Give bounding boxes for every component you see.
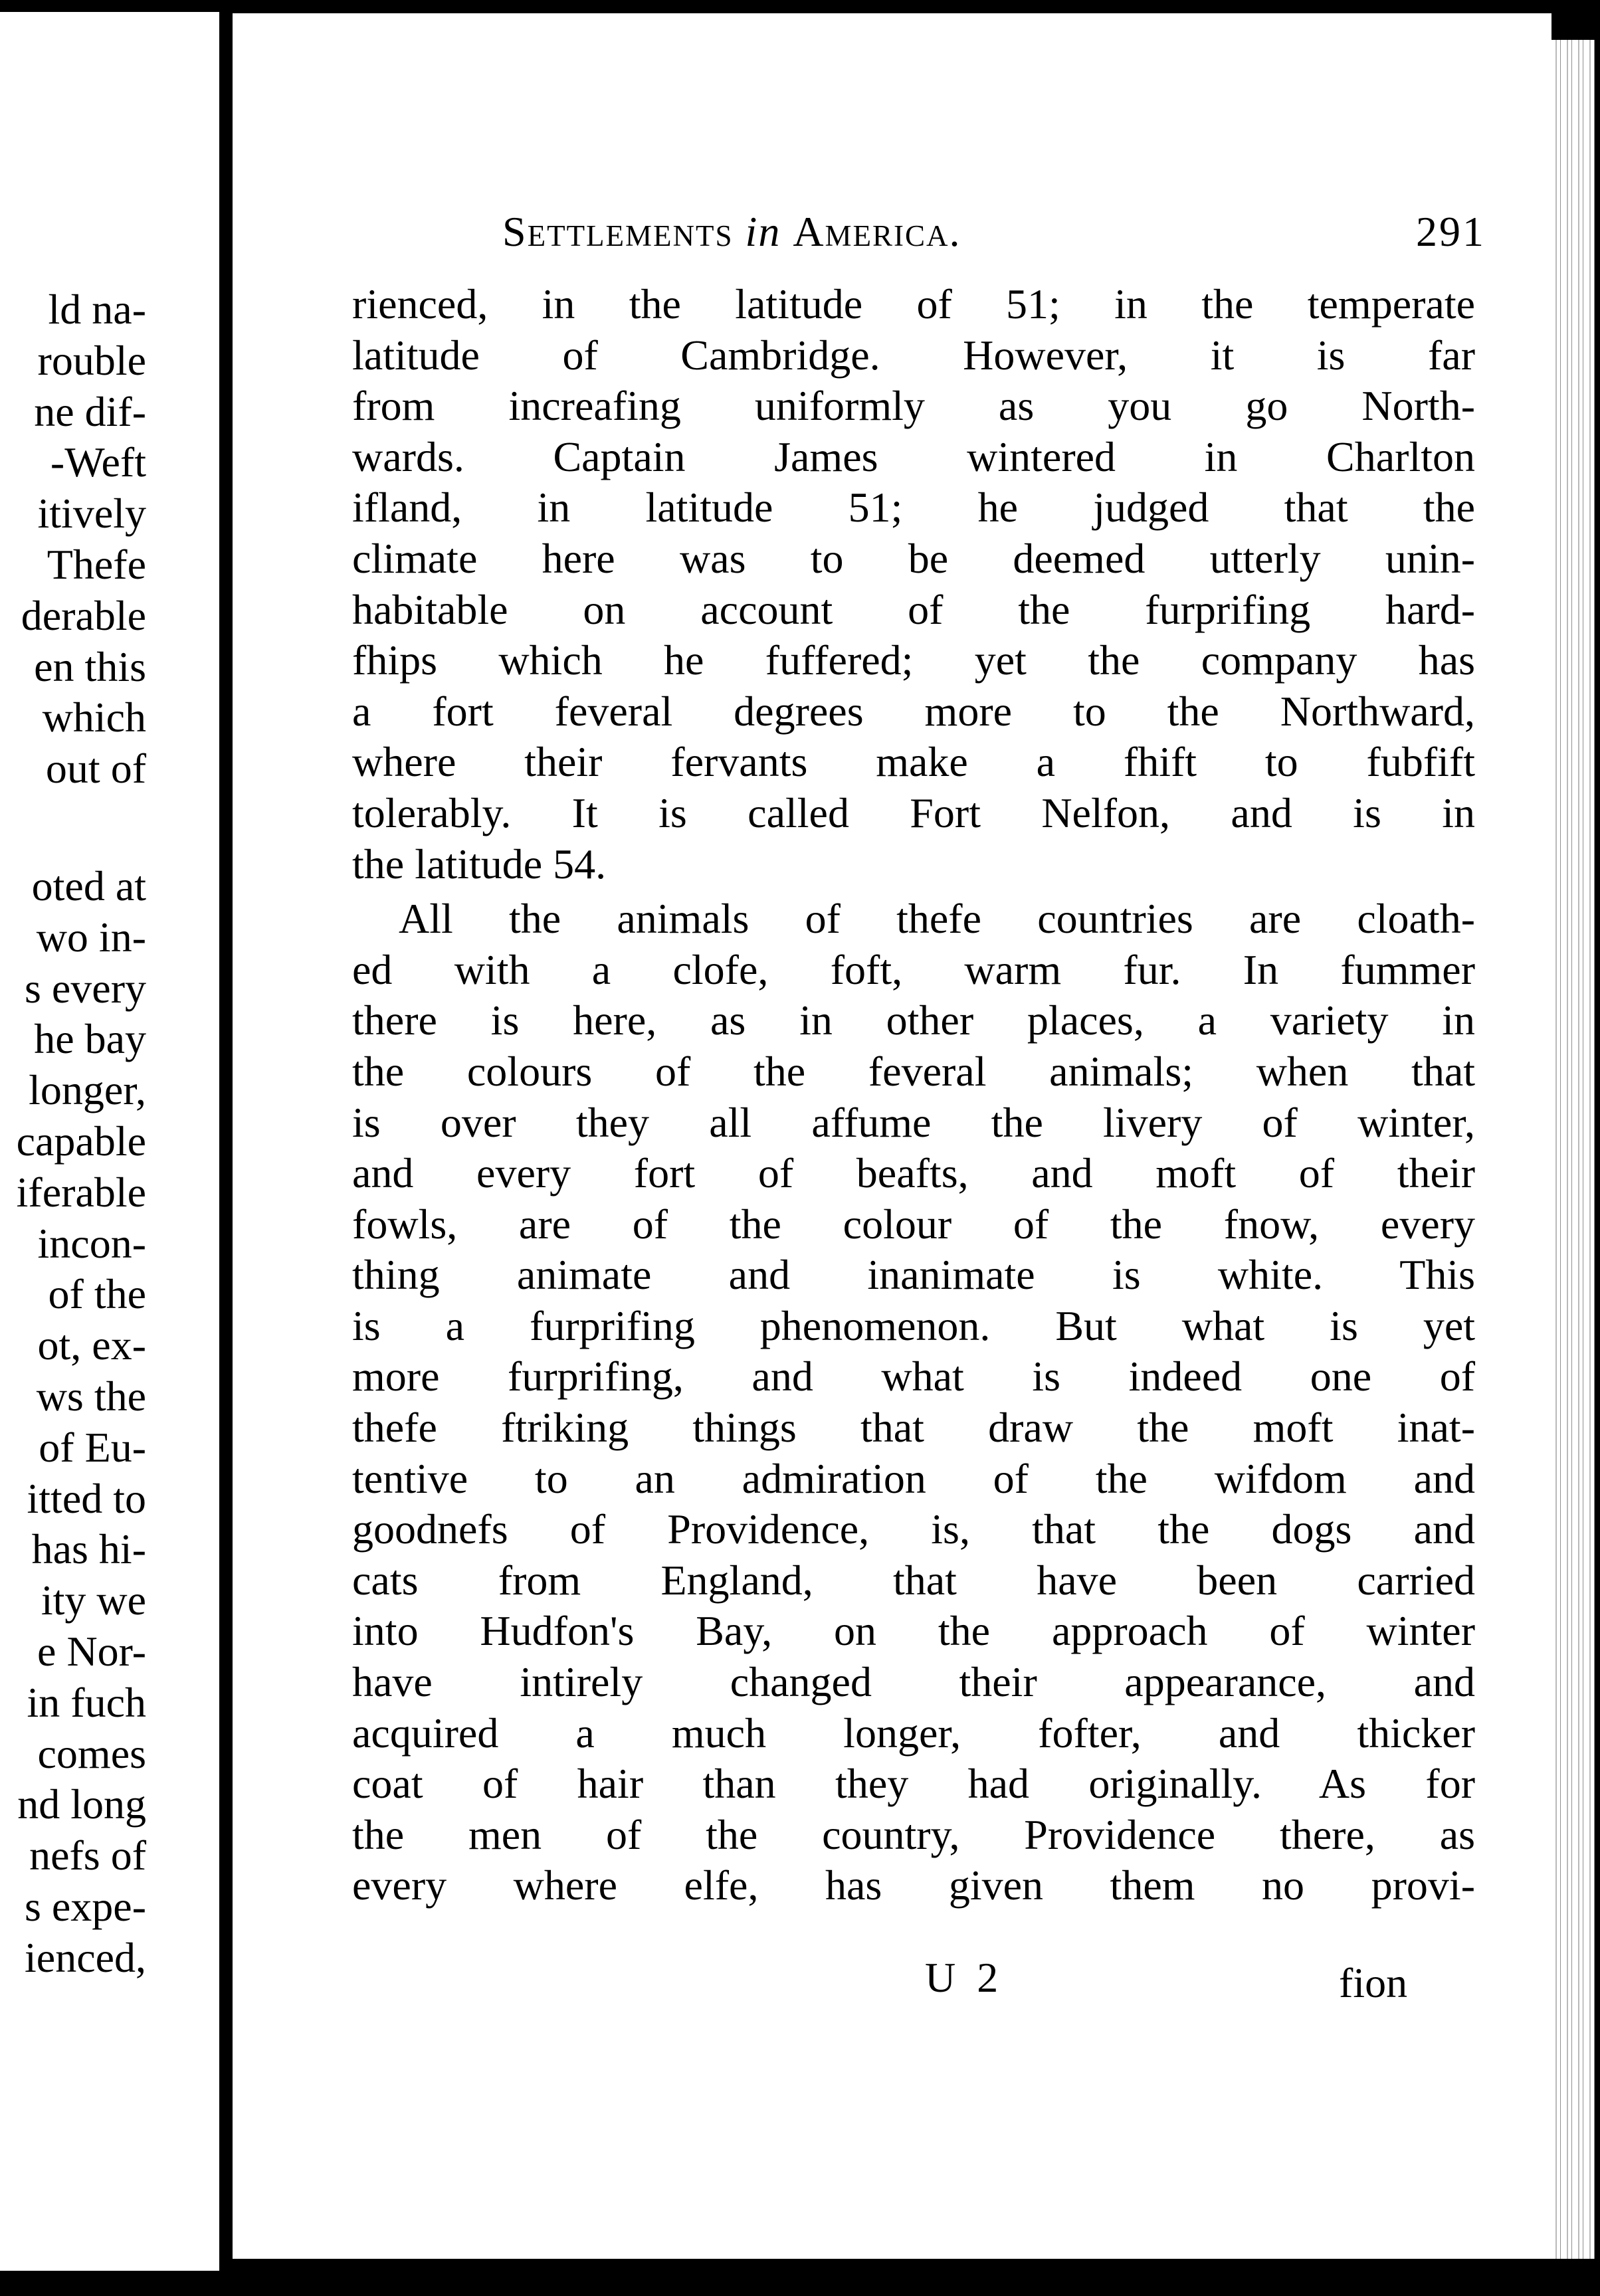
facing-line: longer, <box>29 1066 146 1114</box>
facing-line: wo in- <box>36 913 146 961</box>
facing-line: ienced, <box>25 1933 146 1981</box>
text-line: there is here, as in other places, a variety in <box>352 997 1475 1044</box>
facing-page-text <box>17 284 146 1984</box>
facing-line: iferable <box>16 1168 146 1216</box>
text-line: into Hudfon's Bay, on the approach of winter <box>352 1607 1475 1655</box>
book-gutter <box>219 0 233 2296</box>
text-line: is a furprifing phenomenon. But what is yet <box>352 1301 1475 1349</box>
facing-line: itted to <box>27 1474 146 1522</box>
facing-line: out of <box>45 745 146 793</box>
text-line: All the animals of thefe countries are cloath- <box>399 895 1475 943</box>
text-line: a fort feveral degrees more to the Northward, <box>352 687 1475 735</box>
facing-line: ity we <box>41 1577 146 1624</box>
text-line: habitable on account of the furprifing hard- <box>352 585 1475 633</box>
text-line: rienced, in the latitude of 51; in the temperate <box>352 280 1475 328</box>
main-page <box>233 13 1551 2259</box>
text-line: acquired a much longer, fofter, and thicker <box>352 1709 1475 1757</box>
facing-line: of the <box>48 1270 146 1318</box>
body-text <box>352 279 1475 1911</box>
facing-line: e Nor- <box>37 1627 146 1675</box>
running-head-title: Settlements <box>502 208 734 255</box>
facing-line: s every <box>24 964 146 1012</box>
text-line: the latitude 54. <box>352 840 607 888</box>
text-line: fowls, are of the colour of the fnow, every <box>352 1200 1475 1248</box>
text-line: fhips which he fuffered; yet the company has <box>352 636 1475 684</box>
text-line: have intirely changed their appearance, and <box>352 1658 1475 1706</box>
facing-line: nd long <box>17 1780 146 1828</box>
facing-line: of Eu- <box>39 1423 146 1471</box>
text-line: is over they all affume the livery of winter, <box>352 1098 1475 1146</box>
text-line: every where elfe, has given them no provi- <box>352 1862 1475 1909</box>
facing-line: derable <box>21 591 146 639</box>
running-head <box>502 207 1499 256</box>
running-head-title-italic: in <box>745 208 781 255</box>
facing-line: oted at <box>31 862 146 909</box>
facing-line: comes <box>37 1729 146 1777</box>
text-line: latitude of Cambridge. However, it is far <box>352 331 1475 379</box>
paragraph-gap <box>17 795 146 861</box>
text-line: the colours of the feveral animals; when that <box>352 1047 1475 1095</box>
facing-line: -Weft <box>50 438 146 486</box>
facing-line: ws the <box>36 1372 146 1420</box>
catchword: fion <box>1339 1959 1408 2006</box>
page-number: 291 <box>1416 208 1486 255</box>
text-line: thing animate and inanimate is white. This <box>352 1251 1475 1299</box>
facing-line: Thefe <box>47 540 146 588</box>
facing-line: incon- <box>37 1219 146 1267</box>
facing-line: ld na- <box>48 286 146 333</box>
facing-line: capable <box>16 1117 146 1165</box>
text-line: climate here was to be deemed utterly unin- <box>352 534 1475 582</box>
facing-line: has hi- <box>31 1525 146 1573</box>
text-line: from increafing uniformly as you go North- <box>352 382 1475 430</box>
text-line: the men of the country, Providence there, as <box>352 1810 1475 1858</box>
text-line: tentive to an admiration of the wifdom and <box>352 1454 1475 1502</box>
text-line: more furprifing, and what is indeed one of <box>352 1353 1475 1400</box>
facing-line: ot, ex- <box>37 1321 146 1369</box>
text-line: thefe ftriking things that draw the moft inat- <box>352 1404 1475 1452</box>
facing-line: in fuch <box>27 1678 146 1726</box>
facing-line: nefs of <box>29 1832 146 1879</box>
text-line: wards. Captain James wintered in Charlton <box>352 432 1475 480</box>
signature-mark: U 2 <box>925 1954 1004 2001</box>
text-line: goodnefs of Providence, is, that the dogs and <box>352 1505 1475 1553</box>
text-line: tolerably. It is called Fort Nelfon, and is in <box>352 789 1475 836</box>
facing-page-left <box>0 12 219 2271</box>
facing-line: ne dif- <box>34 387 146 435</box>
text-line: cats from England, that have been carried <box>352 1556 1475 1604</box>
text-line: where their fervants make a fhift to fubfift <box>352 738 1475 786</box>
facing-line: which <box>42 694 146 741</box>
text-line: and every fort of beafts, and moft of their <box>352 1149 1475 1197</box>
facing-line: s expe- <box>24 1882 146 1930</box>
running-head-title: America. <box>793 208 961 255</box>
text-line: ed with a clofe, foft, warm fur. In fummer <box>352 945 1475 993</box>
text-line: ifland, in latitude 51; he judged that the <box>352 484 1475 531</box>
facing-line: rouble <box>37 336 146 384</box>
facing-line: en this <box>34 642 146 690</box>
facing-line: itively <box>37 490 146 537</box>
text-line: coat of hair than they had originally. As for <box>352 1760 1475 1808</box>
facing-line: he bay <box>34 1015 146 1063</box>
